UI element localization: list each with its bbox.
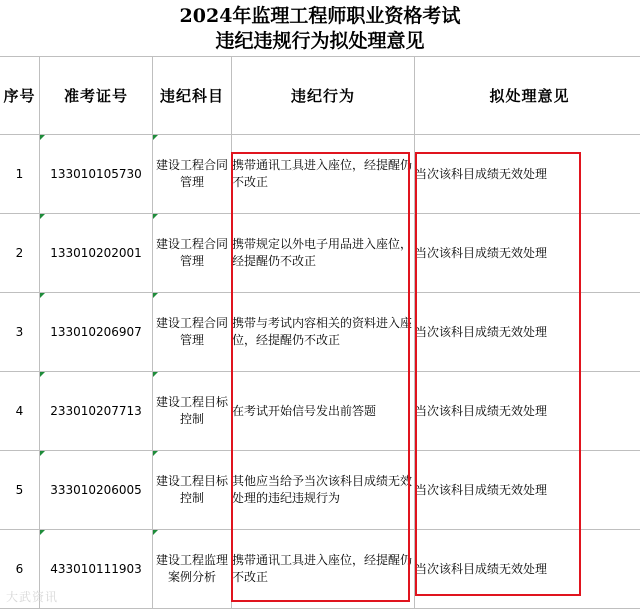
cell-marker-icon: [40, 214, 45, 219]
cell-marker-icon: [153, 530, 158, 535]
row-subject-cell: [153, 293, 232, 372]
cell-marker-icon: [153, 214, 158, 219]
row-subject: 建设工程合同管理: [156, 316, 228, 347]
row-subject: 建设工程目标控制: [156, 474, 228, 505]
row-exam-id: 233010207713: [50, 404, 142, 418]
row-exam-id: 433010111903: [50, 562, 142, 576]
row-subject-cell: [153, 530, 232, 609]
row-serial-number: 1: [0, 135, 40, 214]
row-violation: 携带与考试内容相关的资料进入座位，经提醒仍不改正: [232, 293, 415, 372]
cell-marker-icon: [40, 135, 45, 140]
row-proposed-handling: 当次该科目成绩无效处理: [415, 214, 640, 293]
row-exam-id: 133010206907: [50, 325, 142, 339]
row-serial-number: 2: [0, 214, 40, 293]
cell-marker-icon: [40, 451, 45, 456]
row-exam-id-cell: [40, 135, 153, 214]
header-violation: 违纪行为: [232, 57, 415, 135]
table-row: [0, 135, 640, 214]
row-subject: 建设工程合同管理: [156, 237, 228, 268]
row-violation: 携带规定以外电子用品进入座位，经提醒仍不改正: [232, 214, 415, 293]
row-subject-cell: [153, 135, 232, 214]
cell-marker-icon: [153, 451, 158, 456]
row-violation: 其他应当给予当次该科目成绩无效处理的违纪违规行为: [232, 451, 415, 530]
table-row: [0, 214, 640, 293]
row-subject: 建设工程合同管理: [156, 158, 228, 189]
document-title-line-1: 2024年监理工程师职业资格考试: [0, 4, 640, 28]
row-exam-id: 333010206005: [50, 483, 142, 497]
row-exam-id-cell: [40, 214, 153, 293]
row-exam-id-cell: [40, 293, 153, 372]
row-exam-id: 133010105730: [50, 167, 142, 181]
row-exam-id-cell: [40, 372, 153, 451]
table-row: [0, 451, 640, 530]
row-serial-number: 6: [0, 530, 40, 609]
cell-marker-icon: [40, 372, 45, 377]
row-proposed-handling: 当次该科目成绩无效处理: [415, 135, 640, 214]
row-subject-cell: [153, 372, 232, 451]
row-violation: 携带通讯工具进入座位，经提醒仍不改正: [232, 530, 415, 609]
table-header-row: [0, 57, 640, 135]
row-subject-cell: [153, 451, 232, 530]
cell-marker-icon: [40, 293, 45, 298]
row-subject: 建设工程目标控制: [156, 395, 228, 426]
row-subject: 建设工程监理案例分析: [156, 553, 228, 584]
row-violation: 在考试开始信号发出前答题: [232, 372, 415, 451]
row-exam-id-cell: [40, 451, 153, 530]
row-serial-number: 5: [0, 451, 40, 530]
row-proposed-handling: 当次该科目成绩无效处理: [415, 372, 640, 451]
row-exam-id: 133010202001: [50, 246, 142, 260]
cell-marker-icon: [153, 293, 158, 298]
header-exam-id: 准考证号: [40, 57, 153, 135]
header-subject: 违纪科目: [153, 57, 232, 135]
header-proposed-handling: 拟处理意见: [415, 57, 640, 135]
table-row: [0, 530, 640, 609]
row-violation: 携带通讯工具进入座位，经提醒仍不改正: [232, 135, 415, 214]
table-row: [0, 372, 640, 451]
row-proposed-handling: 当次该科目成绩无效处理: [415, 451, 640, 530]
row-serial-number: 4: [0, 372, 40, 451]
cell-marker-icon: [40, 530, 45, 535]
cell-marker-icon: [153, 372, 158, 377]
row-proposed-handling: 当次该科目成绩无效处理: [415, 530, 640, 609]
row-proposed-handling: 当次该科目成绩无效处理: [415, 293, 640, 372]
row-serial-number: 3: [0, 293, 40, 372]
header-serial-number: 序号: [0, 57, 40, 135]
cell-marker-icon: [153, 135, 158, 140]
table-row: [0, 293, 640, 372]
document-title-line-2: 违纪违规行为拟处理意见: [0, 29, 640, 53]
violations-table: [0, 56, 640, 609]
row-subject-cell: [153, 214, 232, 293]
watermark: 大武资讯: [6, 588, 58, 605]
